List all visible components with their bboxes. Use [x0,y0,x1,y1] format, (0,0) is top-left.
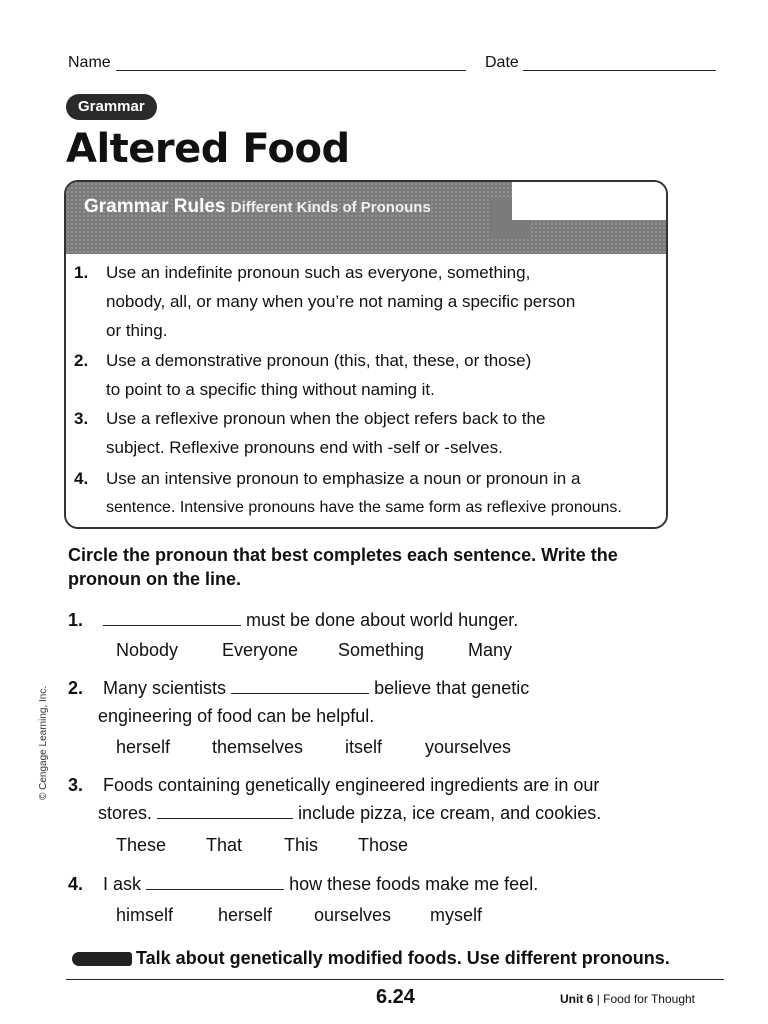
option[interactable]: This [284,835,319,855]
rules-heading-subtitle: Different Kinds of Pronouns [230,199,431,216]
unit-title: Food for Thought [603,992,695,1006]
question-number: 3. [68,775,84,795]
option[interactable]: myself [430,905,483,925]
option[interactable]: Many [468,640,513,660]
unit-number: Unit 6 [560,992,594,1006]
question-text: Many scientists [103,678,227,698]
rule-text: to point to a specific thing without naming it. [106,380,435,399]
question-text: believe that genetic [374,678,530,698]
option[interactable]: itself [345,737,383,757]
question-text: include pizza, ice cream, and cookies. [298,803,602,823]
talk-prompt: Talk about genetically modified foods. Use different pronouns. [136,948,670,968]
rule-text: Use an indefinite pronoun such as everyone, something, [106,263,531,282]
option[interactable]: Everyone [222,640,299,660]
question-number: 2. [68,678,84,698]
rule-text: nobody, all, or many when you’re not naming a specific person [106,292,576,311]
rule-item [74,346,654,404]
question-text: I ask [103,874,142,894]
rule-number: 2. [74,351,89,370]
rule-item [74,464,654,522]
date-label: Date [485,54,519,71]
question-number: 1. [68,610,84,630]
page-title: Altered Food [66,126,350,172]
rule-text: or thing. [106,321,168,340]
rule-number: 3. [74,409,89,428]
unit-separator: | [596,992,600,1006]
rule-item [74,258,654,345]
option[interactable]: These [116,835,167,855]
option[interactable]: ourselves [314,905,392,925]
question-3 [68,771,601,827]
copyright-credit: © Cengage Learning, Inc. [38,685,49,800]
question-number: 4. [68,874,84,894]
question-1 [68,606,518,634]
option[interactable]: himself [116,905,174,925]
question-text: engineering of food can be helpful. [98,706,375,726]
option[interactable]: themselves [212,737,304,757]
unit-label [560,992,695,1006]
grammar-badge: Grammar [66,94,157,120]
date-line[interactable] [523,70,716,71]
answer-blank[interactable] [146,873,284,890]
option[interactable]: yourselves [425,737,512,757]
option[interactable]: Something [338,640,425,660]
name-line[interactable] [116,70,466,71]
page-number: 6.24 [376,986,415,1008]
rule-text: Use a reflexive pronoun when the object refers back to the [106,409,546,428]
rules-tab-cut [512,182,668,220]
option[interactable]: Nobody [116,640,179,660]
answer-blank[interactable] [103,609,241,626]
option[interactable]: That [206,835,243,855]
rules-heading-title: Grammar Rules [84,196,226,217]
footer-divider [66,979,724,980]
question-text: how these foods make me feel. [289,874,539,894]
option[interactable]: Those [358,835,409,855]
answer-blank[interactable] [231,677,369,694]
option[interactable]: herself [218,905,273,925]
answer-blank[interactable] [157,802,293,819]
name-label: Name [68,54,111,71]
question-text: Foods containing genetically engineered ingredients are in our [103,775,600,795]
options-3 [0,835,768,859]
question-text: stores. [98,803,153,823]
options-4 [0,905,768,929]
rule-text: sentence. Intensive pronouns have the same form as reflexive pronouns. [106,499,622,516]
rule-item [74,404,654,462]
options-2 [0,737,768,761]
question-2 [68,674,529,730]
rule-text: subject. Reflexive pronouns end with -self or -selves. [106,438,503,457]
rules-heading [84,196,431,218]
rule-number: 4. [74,469,89,488]
question-4 [68,870,538,898]
rule-number: 1. [74,263,89,282]
rule-text: Use an intensive pronoun to emphasize a noun or pronoun in a [106,469,581,488]
options-1 [0,640,768,664]
rule-text: Use a demonstrative pronoun (this, that, these, or those) [106,351,532,370]
option[interactable]: herself [116,737,171,757]
instruction: Circle the pronoun that best completes each sentence. Write the pronoun on the line. [68,545,618,589]
talk-marker-icon [72,952,132,966]
question-text: must be done about world hunger. [246,610,519,630]
